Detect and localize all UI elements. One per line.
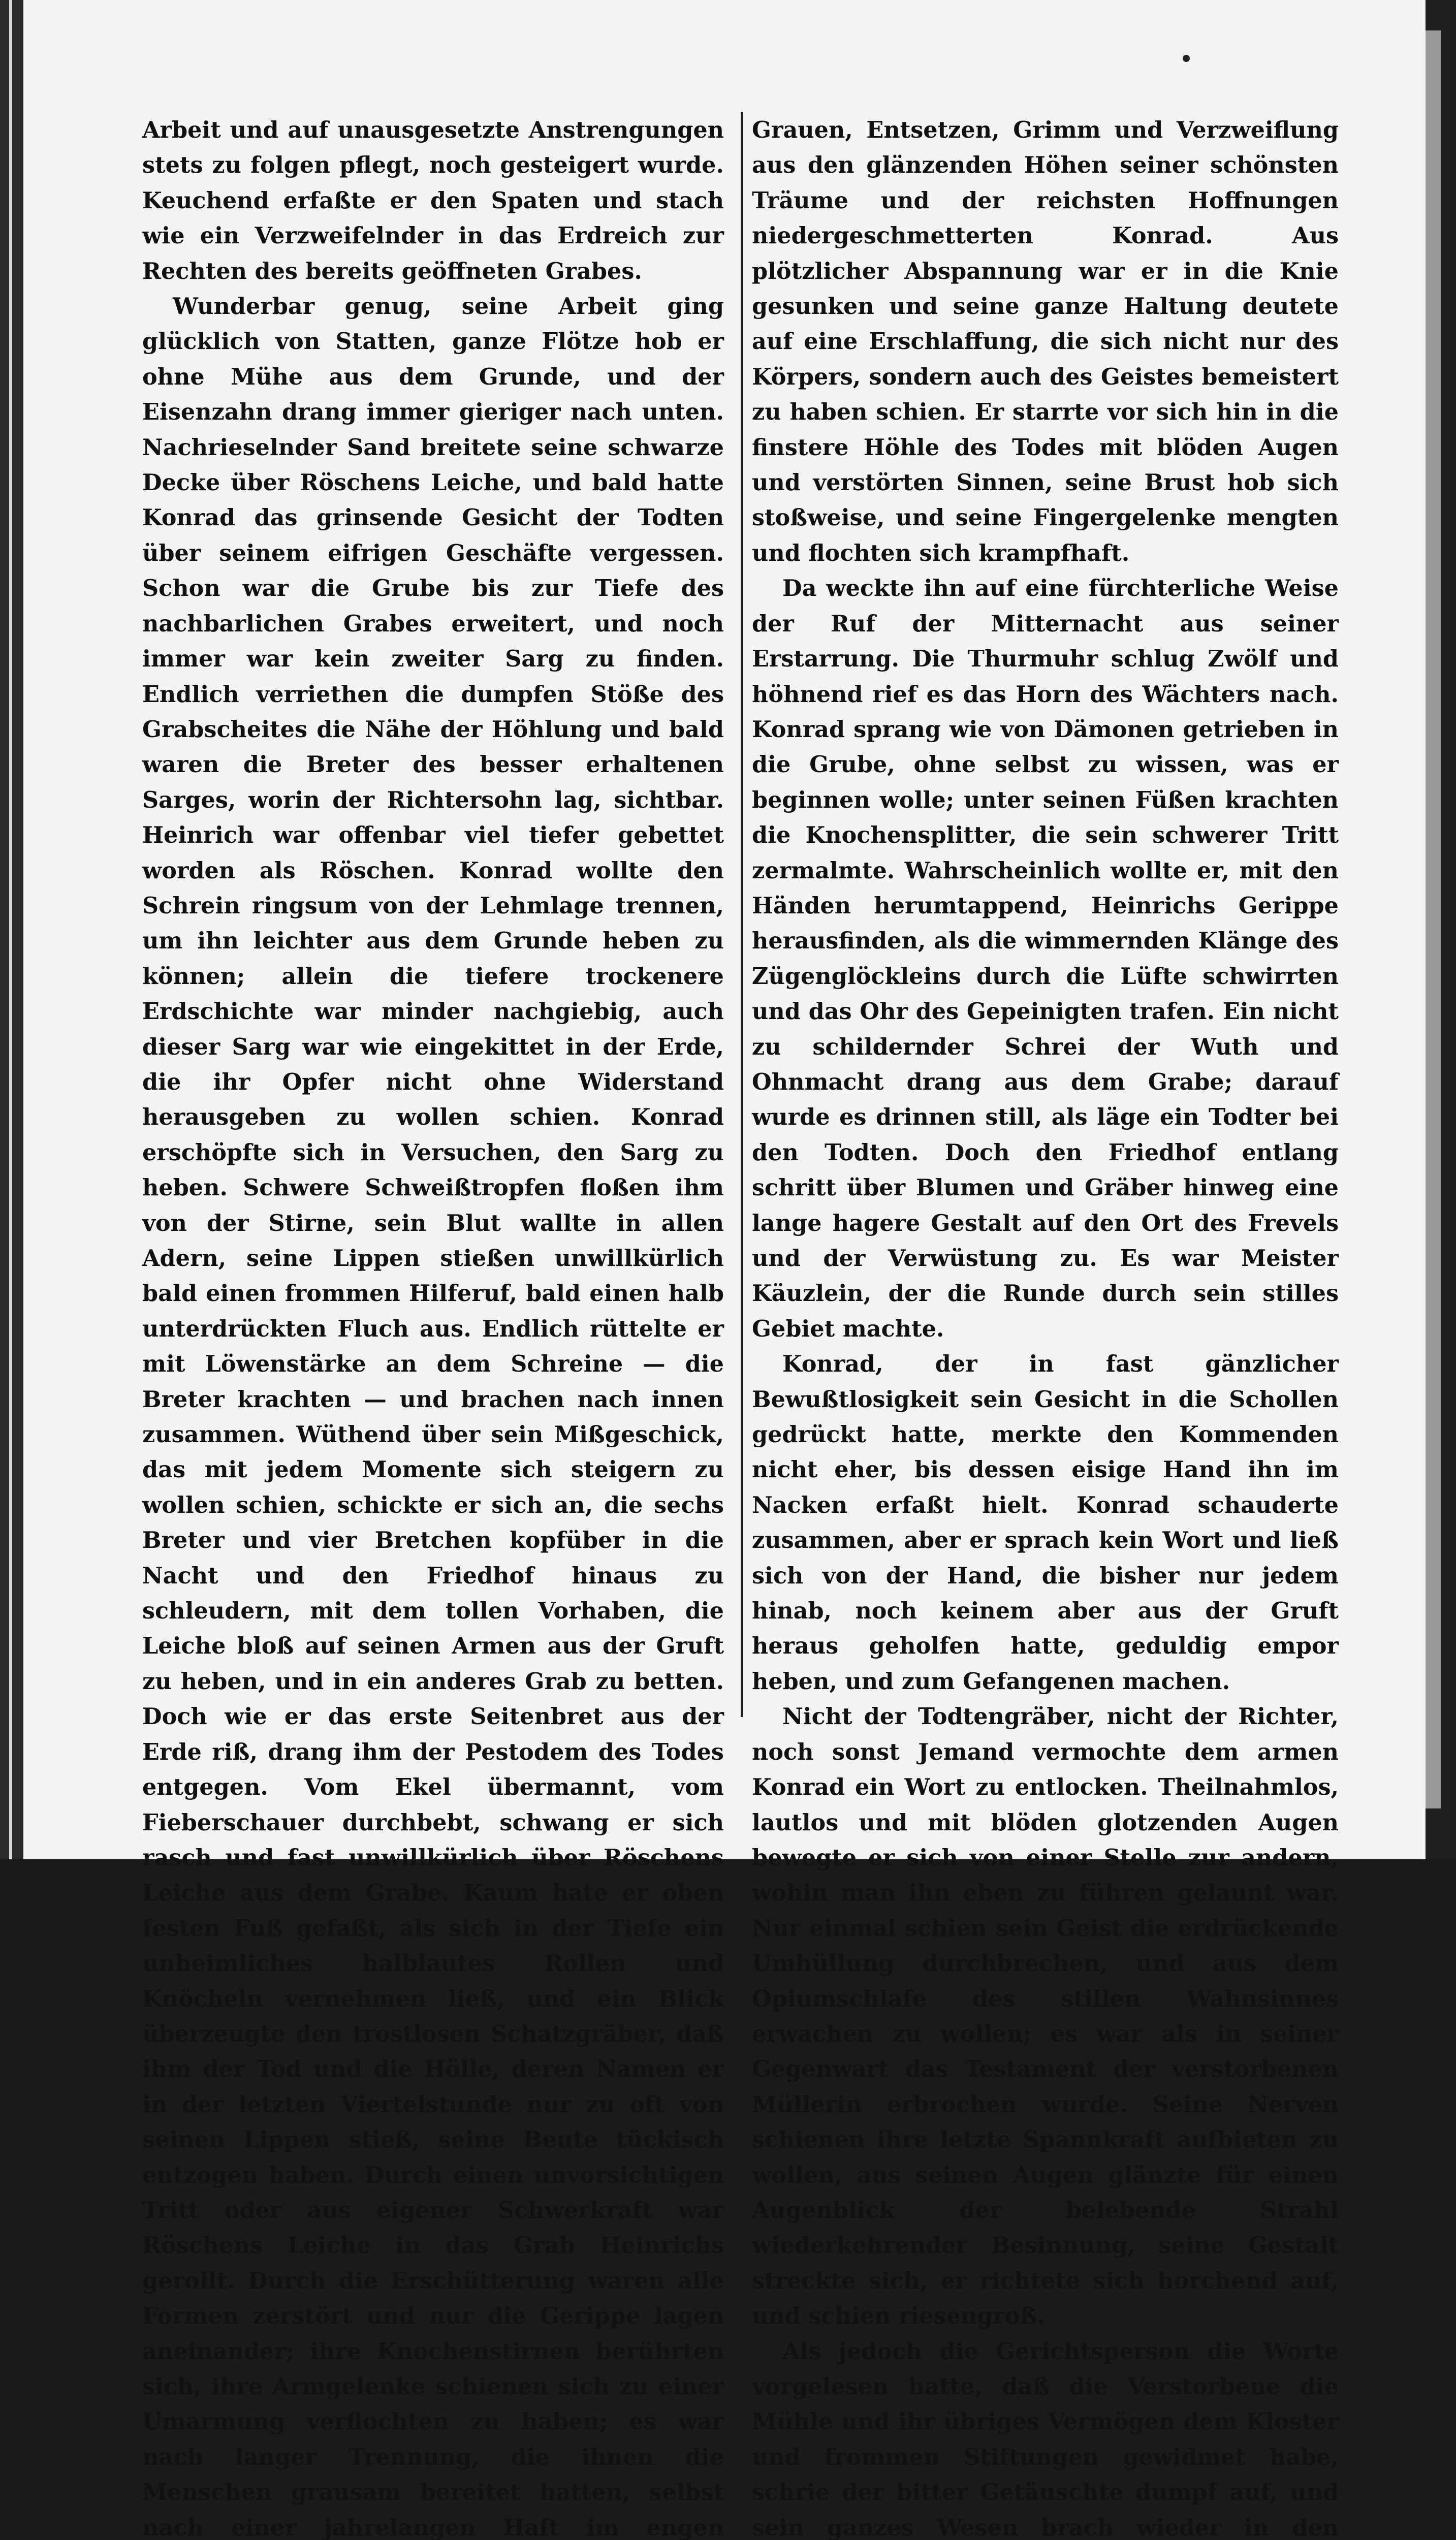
paragraph: Nicht der Todtengräber, nicht der Richter, noch sonst Jemand vermochte dem armen Konrad ein Wort zu entlocken. Theilnahmlos, lautlos und mit blöden glotzenden Augen bewegte er sich von einer Stelle zur andern, wohin man ihn eben zu führen gelaunt war. Nur einmal schien sein Geist die erdrückende Umhüllung durchbrechen, und aus dem Opiumschlafe des stillen Wahnsinnes erwachen zu wollen; es war als in seiner Gegenwart das Testament der verstorbenen Müllerin erbrochen wurde. Seine Nerven schienen ihre letzte Spannkraft aufbieten zu wollen, aus seinen Augen glänzte für einen Augenblick der belebende Strahl wiederkehrender Besinnung, seine Gestalt streckte sich, er richtete sich horchend auf, und schien riesengroß. — [752, 1703, 1339, 2330]
scan-border-right — [1426, 0, 1456, 1859]
paragraph: Grauen, Entsetzen, Grimm und Verzweiflung aus den glänzenden Höhen seiner schönsten Träume und der reichsten Hoffnungen niedergeschmetterten Konrad. Aus plötzlicher Abspannung war er in die Knie gesunken und seine ganze Haltung deutete auf eine Erschlaffung, die sich nicht nur des Körpers, sondern auch des Geistes bemeistert zu haben schien. Er starrte vor sich hin in die finstere Höhle des Todes mit blöden Augen und verstörten Sinnen, seine Brust hob sich stoßweise, und seine Fingergelenke mengten und flochten sich krampfhaft. — [752, 117, 1339, 566]
text-column-right — [752, 113, 1339, 2540]
paragraph: Konrad, der in fast gänzlicher Bewußtlosigkeit sein Gesicht in die Schollen gedrückt hatte, merkte den Kommenden nicht eher, bis dessen eisige Hand ihn im Nacken erfaßt hielt. Konrad schauderte zusammen, aber er sprach kein Wort und ließ sich von der Hand, die bisher nur jedem hinab, noch keinem aber aus der Gruft heraus geholfen hatte, geduldig empor heben, und zum Gefangenen machen. — [752, 1351, 1339, 1695]
paragraph: Als jedoch die Gerichtsperson die Worte vorgelesen hatte, daß die Verstorbene die Mühle und ihr übriges Vermögen dem Kloster und frommen Stiftungen gewidmet habe, schrie der bitter Getäuschte dumpf auf, und sein ganzes Wesen brach wieder in den — [752, 2338, 1339, 2540]
paragraph: Arbeit und auf unausgesetzte Anstrengungen stets zu folgen pflegt, noch gesteigert wurde. Keuchend erfaßte er den Spaten und stach wie ein Verzweifelnder in das Erdreich zur Rechten des bereits geöffneten Grabes. — [142, 117, 724, 284]
text-column-left — [142, 113, 724, 2540]
ink-dot — [1183, 55, 1190, 62]
paragraph: Wunderbar genug, seine Arbeit ging glücklich von Statten, ganze Flötze hob er ohne Mühe aus dem Grunde, und der Eisenzahn drang immer gieriger nach unten. Nachrieselnder Sand breitete seine schwarze Decke über Röschens Leiche, und bald hatte Konrad das grinsende Gesicht der Todten über seinem eifrigen Geschäfte vergessen. Schon war die Grube bis zur Tiefe des nachbarlichen Grabes erweitert, und noch immer war kein zweiter Sarg zu finden. Endlich verriethen die dumpfen Stöße des Grabscheites die Nähe der Höhlung und bald waren die Breter des besser erhaltenen Sarges, worin der Richtersohn lag, sichtbar. Heinrich war offenbar viel tiefer gebettet worden als Röschen. Konrad wollte den Schrein ringsum von der Lehmlage trennen, um ihn leichter aus dem Grunde heben zu können; allein die tiefere trockenere Erdschichte war minder nachgiebig, auch dieser Sarg war wie eingekittet in der Erde, die ihr Opfer nicht ohne Widerstand herausgeben zu wollen schien. Konrad erschöpfte sich in Versuchen, den Sarg zu heben. Schwere Schweißtropfen floßen ihm von der Stirne, sein Blut wallte in allen Adern, seine Lippen stießen unwillkürlich bald einen frommen Hilferuf, bald einen halb unterdrückten Fluch aus. Endlich rüttelte er mit Löwenstärke an dem Schreine — die Breter krachten — und brachen nach innen zusammen. Wüthend über sein Mißgeschick, das mit jedem Momente sich steigern zu wollen schien, schickte er sich an, die sechs Breter und vier Bretchen kopfüber in die Nacht und den Friedhof hinaus zu schleudern, mit dem tollen Vorhaben, die Leiche bloß auf seinen Armen aus der Gruft zu heben, und in ein anderes Grab zu betten. Doch wie er das erste Seitenbret aus der Erde riß, drang ihm der Pestodem des Todes entgegen. Vom Ekel übermannt, vom Fieberschauer durchbebt, schwang er sich rasch und fast unwillkürlich über Röschens Leiche aus dem Grabe. Kaum hate er oben festen Fuß gefaßt, als sich in der Tiefe ein unheimliches halblautes Rollen und Knöcheln vernehmen ließ, und ein Blick überzeugte den trostlosen Schatzgräber, daß ihm der Tod und die Hölle, deren Namen er in der letzten Viertelstunde nur zu oft von seinen Lippen stieß, seine Beute tückisch entzogen haben. Durch einen unvorsichtigen Tritt oder aus eigener Schwerkraft war Röschens Leiche in das Grab Heinrichs gerollt. Durch die Erschütterung waren alle Formen zerstört und nur die Gerippe lagen aneinander; ihre Knochenstirnen berührten sich, ihre Armgelenke schienen sich zu einer Umarmung verflochten zu haben; es war nach langer Trennung, die ihnen die Menschen grausam bereitet hatten, selbst nach einer jahrelangen Haft im engen — [142, 293, 724, 2540]
paragraph: Da weckte ihn auf eine fürchterliche Weise der Ruf der Mitternacht aus seiner Erstarrung. Die Thurmuhr schlug Zwölf und höhnend rief es das Horn des Wächters nach. Konrad sprang wie von Dämonen getrieben in die Grube, ohne selbst zu wissen, was er beginnen wolle; unter seinen Füßen krachten die Knochensplitter, die sein schwerer Tritt zermalmte. Wahrscheinlich wollte er, mit den Händen herumtappend, Heinrichs Gerippe herausfinden, als die wimmernden Klänge des Zügenglöckleins durch die Lüfte schwirrten und das Ohr des Gepeinigten trafen. Ein nicht zu schildernder Schrei der Wuth und Ohnmacht drang aus dem Grabe; darauf wurde es drinnen still, als läge ein Todter bei den Todten. Doch den Friedhof entlang schritt über Blumen und Gräber hinweg eine lange hagere Gestalt auf den Ort des Frevels und der Verwüstung zu. Es war Meister Käuzlein, der die Runde durch sein stilles Gebiet machte. — [752, 575, 1339, 1342]
column-divider — [741, 112, 743, 1717]
scan-edge-line — [9, 0, 12, 1859]
page-edge-shadow — [1426, 30, 1441, 1808]
